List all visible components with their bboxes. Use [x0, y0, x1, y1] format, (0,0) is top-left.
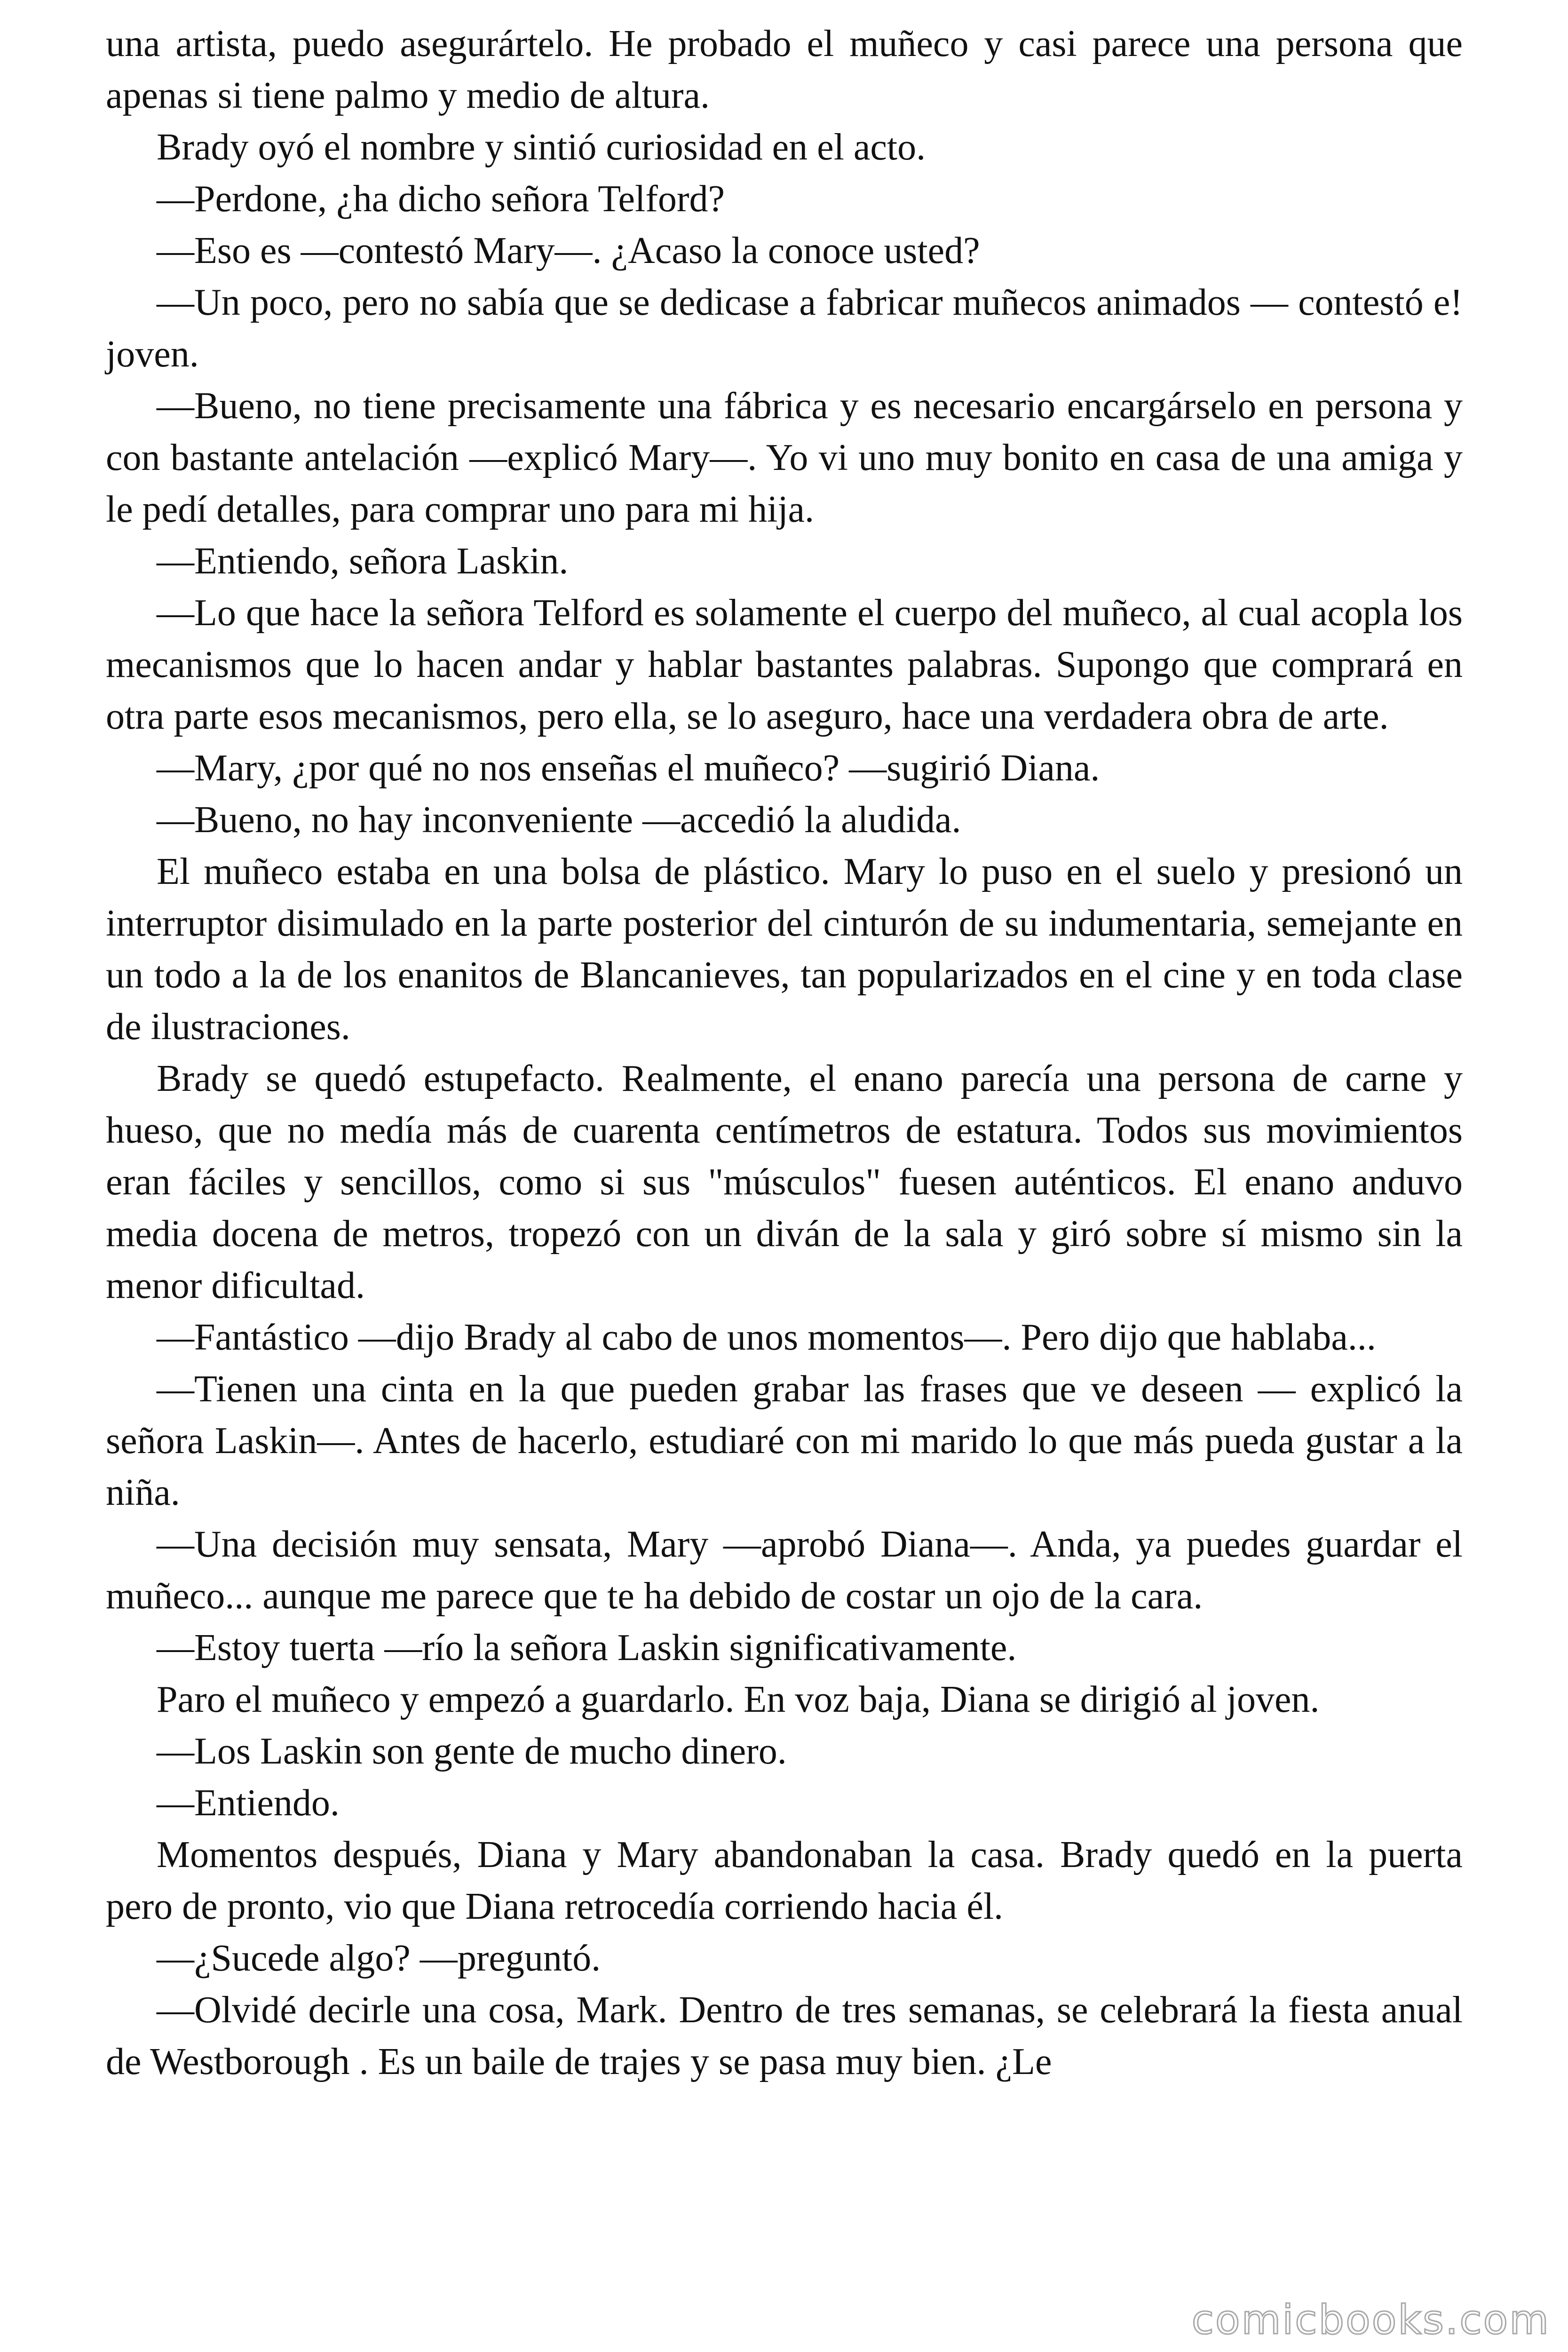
paragraph-8: —Lo que hace la señora Telford es solamente el cuerpo del muñeco, al cual acopla los mecanismos que lo hacen andar y hablar bastantes palabras. Supongo que comprará en otra parte esos mecanismos, pero ella, se lo aseguro, hace una verdadera obra de arte. [106, 592, 1463, 737]
paragraph-5: —Un poco, pero no sabía que se dedicase a fabricar muñecos animados — contestó e! joven. [106, 282, 1463, 375]
paragraph-4: —Eso es —contestó Mary—. ¿Acaso la conoce usted? [157, 230, 980, 271]
paragraph-7: —Entiendo, señora Laskin. [157, 540, 569, 582]
book-page-text [106, 18, 1463, 2088]
paragraph-6: —Bueno, no tiene precisamente una fábrica y es necesario encargárselo en persona y con bastante antelación —explicó Mary—. Yo vi uno muy bonito en casa de una amiga y le pedí detalles, para comprar uno para mi hija. [106, 385, 1463, 530]
paragraph-9: —Mary, ¿por qué no nos enseñas el muñeco? —sugirió Diana. [157, 747, 1100, 789]
paragraph-11: El muñeco estaba en una bolsa de plástico. Mary lo puso en el suelo y presionó un interruptor disimulado en la parte posterior del cinturón de su indumentaria, semejante en un todo a la de los enanitos de Blancanieves, tan popularizados en el cine y en toda clase de ilustraciones. [106, 851, 1463, 1048]
paragraph-13: —Fantástico —dijo Brady al cabo de unos momentos—. Pero dijo que hablaba... [157, 1317, 1376, 1358]
paragraph-22: —Olvidé decirle una cosa, Mark. Dentro de tres semanas, se celebrará la fiesta anual de Westborough . Es un baile de trajes y se pasa muy bien. ¿Le [106, 1989, 1463, 2082]
paragraph-20: Momentos después, Diana y Mary abandonaban la casa. Brady quedó en la puerta pero de pronto, vio que Diana retrocedía corriendo hacia él. [106, 1834, 1463, 1927]
paragraph-2: Brady oyó el nombre y sintió curiosidad en el acto. [157, 127, 926, 168]
paragraph-19: —Entiendo. [157, 1782, 340, 1824]
paragraph-21: —¿Sucede algo? —preguntó. [157, 1938, 601, 1979]
paragraph-3: —Perdone, ¿ha dicho señora Telford? [157, 178, 725, 220]
paragraph-16: —Estoy tuerta —río la señora Laskin significativamente. [157, 1627, 1017, 1669]
paragraph-1: una artista, puedo asegurártelo. He probado el muñeco y casi parece una persona que apenas si tiene palmo y medio de altura. [106, 23, 1463, 116]
paragraph-12: Brady se quedó estupefacto. Realmente, el enano parecía una persona de carne y hueso, que no medía más de cuarenta centímetros de estatura. Todos sus movimientos eran fáciles y sencillos, como si sus "músculos" fuesen auténticos. El enano anduvo media docena de metros, tropezó con un diván de la sala y giró sobre sí mismo sin la menor dificultad. [106, 1058, 1463, 1306]
paragraph-14: —Tienen una cinta en la que pueden grabar las frases que ve deseen — explicó la señora Laskin—. Antes de hacerlo, estudiaré con mi marido lo que más pueda gustar a la niña. [106, 1368, 1463, 1513]
paragraph-17: Paro el muñeco y empezó a guardarlo. En voz baja, Diana se dirigió al joven. [157, 1679, 1320, 1720]
paragraph-18: —Los Laskin son gente de mucho dinero. [157, 1731, 787, 1772]
paragraph-10: —Bueno, no hay inconveniente —accedió la aludida. [157, 799, 961, 841]
paragraph-15: —Una decisión muy sensata, Mary —aprobó Diana—. Anda, ya puedes guardar el muñeco... aunque me parece que te ha debido de costar un ojo de la cara. [106, 1524, 1463, 1617]
watermark-logo: comicbooks.com [1191, 2296, 1550, 2344]
